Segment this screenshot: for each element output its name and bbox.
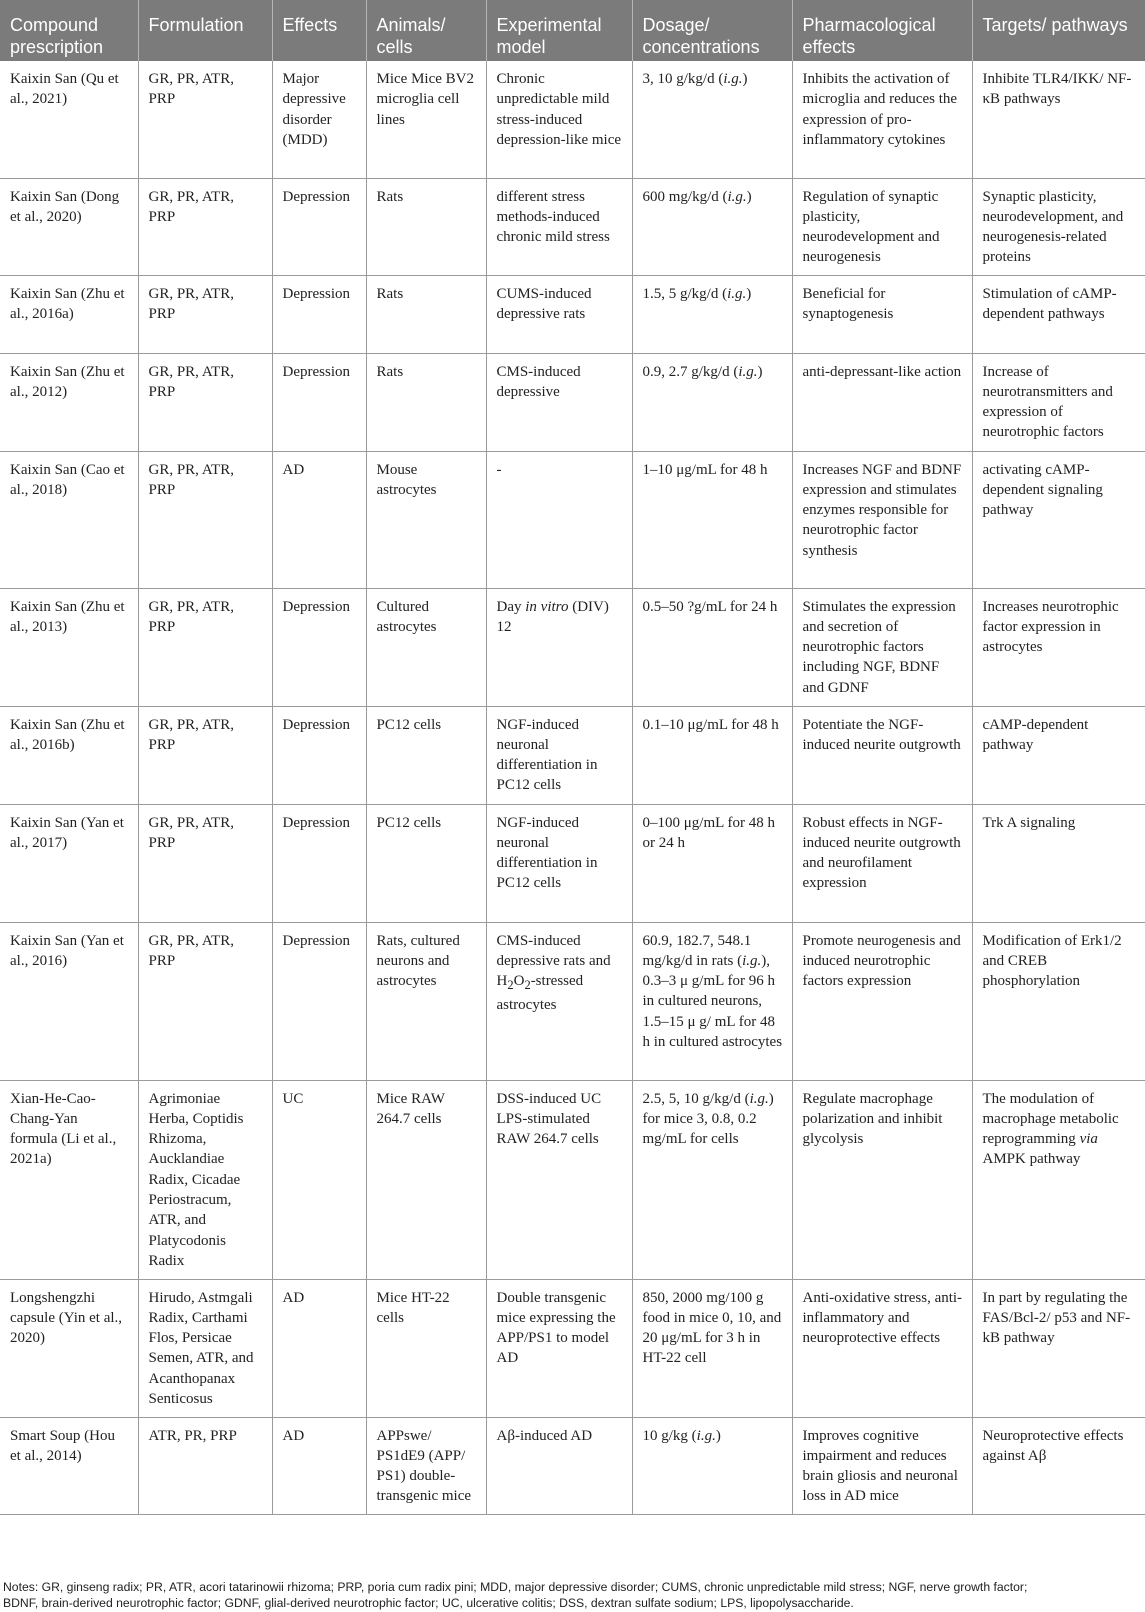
table-row [0,588,1145,706]
header-row [0,0,1145,61]
table-cell: 1.5, 5 g/kg/d (i.g.) [632,275,792,353]
table-cell: 0–100 μg/mL for 48 h or 24 h [632,804,792,922]
table-cell: GR, PR, ATR, PRP [138,178,272,275]
table-cell: Beneficial for synaptogenesis [792,275,972,353]
table-cell: Depression [272,275,366,353]
table-cell: 0.5–50 ?g/mL for 24 h [632,588,792,706]
table-cell: Mice HT-22 cells [366,1279,486,1417]
table-row [0,706,1145,804]
table-cell: Mouse astrocytes [366,451,486,588]
table-cell: 0.9, 2.7 g/kg/d (i.g.) [632,353,792,451]
table-cell: Stimulates the expression and secretion of neurotrophic factors including NGF, BDNF and GDNF [792,588,972,706]
table-cell: GR, PR, ATR, PRP [138,61,272,178]
table-cell: Improves cognitive impairment and reduces brain gliosis and neuronal loss in AD mice [792,1417,972,1514]
table-body [0,61,1145,1514]
table-cell: Longshengzhi capsule (Yin et al., 2020) [0,1279,138,1417]
table-cell: Depression [272,178,366,275]
table-header [0,0,1145,61]
header-experimental-model: Experimental model [486,0,632,61]
table-cell: 600 mg/kg/d (i.g.) [632,178,792,275]
header-compound-prescription: Compound prescription [0,0,138,61]
table-cell: 0.1–10 μg/mL for 48 h [632,706,792,804]
table-cell: Increases NGF and BDNF expression and stimulates enzymes responsible for neurotrophic factor synthesis [792,451,972,588]
table-cell: Mice RAW 264.7 cells [366,1080,486,1279]
table-cell: Kaixin San (Zhu et al., 2016b) [0,706,138,804]
table-cell: Robust effects in NGF-induced neurite outgrowth and neurofilament expression [792,804,972,922]
table-cell: Regulate macrophage polarization and inhibit glycolysis [792,1080,972,1279]
table-cell: Kaixin San (Zhu et al., 2016a) [0,275,138,353]
table-cell: NGF-induced neuronal differentiation in PC12 cells [486,804,632,922]
table-row [0,353,1145,451]
table-cell: Aβ-induced AD [486,1417,632,1514]
table-cell: Promote neurogenesis and induced neurotrophic factors expression [792,922,972,1080]
table-cell: Kaixin San (Zhu et al., 2013) [0,588,138,706]
table-cell: Rats [366,275,486,353]
table-cell: Synaptic plasticity, neurodevelopment, and neurogenesis-related proteins [972,178,1145,275]
table-cell: cAMP-dependent pathway [972,706,1145,804]
table-cell: Day in vitro (DIV) 12 [486,588,632,706]
table-cell: 850, 2000 mg/100 g food in mice 0, 10, and 20 μg/mL for 3 h in HT-22 cell [632,1279,792,1417]
table-cell: Kaixin San (Zhu et al., 2012) [0,353,138,451]
table-cell: CMS-induced depressive [486,353,632,451]
notes-line: Notes: GR, ginseng radix; PR, ATR, acori tatarinowii rhizoma; PRP, poria cum radix pini; MDD, major depressive disorder; CUMS, chronic unpredictable mild stress; NGF, nerve growth factor; [3,1580,1028,1594]
table-cell: Kaixin San (Qu et al., 2021) [0,61,138,178]
table-cell: 3, 10 g/kg/d (i.g.) [632,61,792,178]
table-cell: AD [272,1417,366,1514]
notes-line: BDNF, brain-derived neurotrophic factor; GDNF, glial-derived neurotrophic factor; UC, ulcerative colitis; DSS, dextran sulfate sodium; LPS, lipopolysaccharide. [3,1596,854,1610]
table-cell: Modification of Erk1/2 and CREB phosphorylation [972,922,1145,1080]
table-cell: Depression [272,353,366,451]
table-row [0,1279,1145,1417]
table-cell: The modulation of macrophage metabolic reprogramming via AMPK pathway [972,1080,1145,1279]
table-cell: Mice Mice BV2 microglia cell lines [366,61,486,178]
table-cell: Neuroprotective effects against Aβ [972,1417,1145,1514]
table-cell: Depression [272,804,366,922]
header-effects: Effects [272,0,366,61]
table-cell: Rats [366,353,486,451]
table-cell: Agrimoniae Herba, Coptidis Rhizoma, Aucklandiae Radix, Cicadae Periostracum, ATR, and Platycodonis Radix [138,1080,272,1279]
table-cell: GR, PR, ATR, PRP [138,588,272,706]
table-cell: Depression [272,588,366,706]
table-cell: Xian-He-Cao-Chang-Yan formula (Li et al., 2021a) [0,1080,138,1279]
table-cell: Rats, cultured neurons and astrocytes [366,922,486,1080]
table-cell: Chronic unpredictable mild stress-induced depression-like mice [486,61,632,178]
table-cell: AD [272,1279,366,1417]
table-cell: GR, PR, ATR, PRP [138,922,272,1080]
table-cell: Smart Soup (Hou et al., 2014) [0,1417,138,1514]
header-dosage: Dosage/ concentrations [632,0,792,61]
table-cell: Kaixin San (Yan et al., 2016) [0,922,138,1080]
table-cell: Major depressive disorder (MDD) [272,61,366,178]
table-cell: NGF-induced neuronal differentiation in PC12 cells [486,706,632,804]
table-cell: 10 g/kg (i.g.) [632,1417,792,1514]
table-cell: Increase of neurotransmitters and expression of neurotrophic factors [972,353,1145,451]
header-formulation: Formulation [138,0,272,61]
table-cell: Kaixin San (Dong et al., 2020) [0,178,138,275]
table-cell: GR, PR, ATR, PRP [138,706,272,804]
table-cell: GR, PR, ATR, PRP [138,451,272,588]
table-row [0,1417,1145,1514]
table-cell: CMS-induced depressive rats and $H_2O_2$-stressed astrocytes [486,922,632,1080]
table-row [0,275,1145,353]
table-cell: Kaixin San (Cao et al., 2018) [0,451,138,588]
header-targets-pathways: Targets/ pathways [972,0,1145,61]
table-cell: Depression [272,706,366,804]
table-row [0,804,1145,922]
table-cell: ATR, PR, PRP [138,1417,272,1514]
table-cell: GR, PR, ATR, PRP [138,275,272,353]
table-row [0,451,1145,588]
table-cell: anti-depressant-like action [792,353,972,451]
table-cell: 1–10 μg/mL for 48 h [632,451,792,588]
table-cell: Increases neurotrophic factor expression in astrocytes [972,588,1145,706]
header-pharmacological-effects: Pharmacological effects [792,0,972,61]
table-cell: Hirudo, Astmgali Radix, Carthami Flos, Persicae Semen, ATR, and Acanthopanax Senticosus [138,1279,272,1417]
table-cell: Regulation of synaptic plasticity, neurodevelopment and neurogenesis [792,178,972,275]
table-cell: Rats [366,178,486,275]
table-cell: Depression [272,922,366,1080]
table-cell: CUMS-induced depressive rats [486,275,632,353]
table-cell: DSS-induced UC LPS-stimulated RAW 264.7 cells [486,1080,632,1279]
table-row [0,1080,1145,1279]
table-cell: Inhibite TLR4/IKK/ NF-κB pathways [972,61,1145,178]
table-cell: Anti-oxidative stress, anti-inflammatory and neuroprotective effects [792,1279,972,1417]
table-cell: Inhibits the activation of microglia and reduces the expression of pro-inflammatory cytokines [792,61,972,178]
table-row [0,922,1145,1080]
table-cell: UC [272,1080,366,1279]
table-cell: Double transgenic mice expressing the APP/PS1 to model AD [486,1279,632,1417]
table-cell: AD [272,451,366,588]
table-cell: Trk A signaling [972,804,1145,922]
table-row [0,61,1145,178]
table-cell: PC12 cells [366,804,486,922]
table-cell: APPswe/ PS1dE9 (APP/ PS1) double-transgenic mice [366,1417,486,1514]
table-cell: Stimulation of cAMP-dependent pathways [972,275,1145,353]
table-cell: different stress methods-induced chronic mild stress [486,178,632,275]
table-cell: GR, PR, ATR, PRP [138,804,272,922]
table-row [0,178,1145,275]
table-cell: 2.5, 5, 10 g/kg/d (i.g.) for mice 3, 0.8, 0.2 mg/mL for cells [632,1080,792,1279]
table-cell: PC12 cells [366,706,486,804]
table-cell: Potentiate the NGF-induced neurite outgrowth [792,706,972,804]
table-cell: Cultured astrocytes [366,588,486,706]
table-cell: activating cAMP-dependent signaling pathway [972,451,1145,588]
header-animals-cells: Animals/ cells [366,0,486,61]
table-cell: GR, PR, ATR, PRP [138,353,272,451]
table-cell: Kaixin San (Yan et al., 2017) [0,804,138,922]
table-cell: In part by regulating the FAS/Bcl-2/ p53 and NF-kB pathway [972,1279,1145,1417]
table-notes [3,1579,1143,1611]
table-cell: 60.9, 182.7, 548.1 mg/kg/d in rats (i.g.), 0.3–3 μ g/mL for 96 h in cultured neurons, 1.5–15 μ g/ mL for 48 h in cultured astrocytes [632,922,792,1080]
table-cell: - [486,451,632,588]
